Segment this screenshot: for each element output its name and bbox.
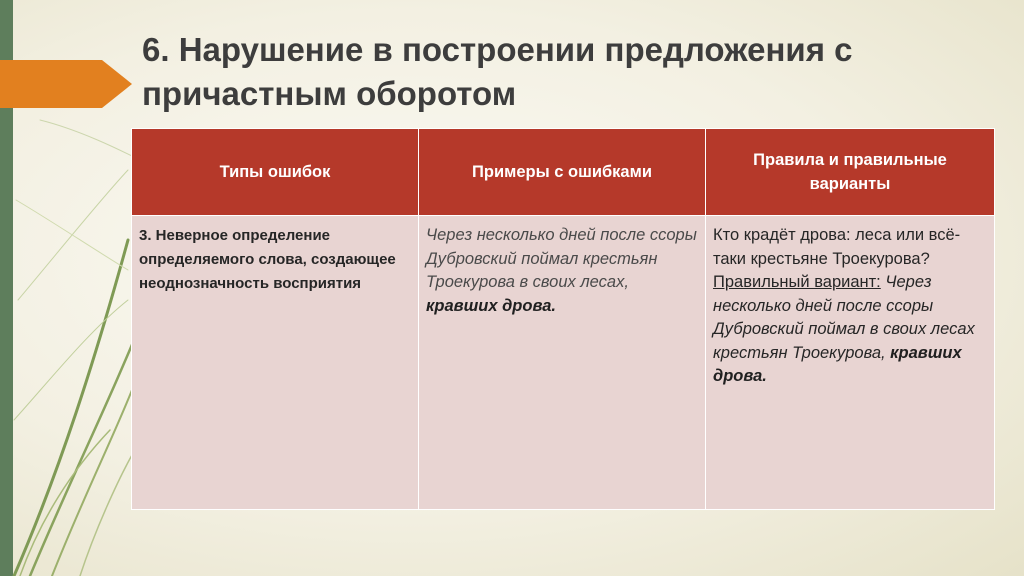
- example-bold-text: кравших дрова.: [426, 296, 556, 315]
- cell-error-type: [132, 216, 419, 510]
- cell-example: [419, 216, 706, 510]
- error-table: [131, 128, 995, 510]
- rule-question-text: Кто крадёт дрова: леса или всё-таки крестьяне Троекурова?: [713, 226, 961, 268]
- example-text: Через несколько дней после ссоры Дубровский поймал крестьян Троекурова в своих лесах,: [426, 226, 697, 291]
- header-examples: Примеры с ошибками: [419, 129, 706, 216]
- cell-rule: [706, 216, 995, 510]
- rule-label-text: Правильный вариант:: [713, 273, 881, 291]
- header-rules: Правила и правильные варианты: [706, 129, 995, 216]
- rule-bold-text: кравших дрова.: [713, 343, 962, 385]
- table-row: [132, 216, 995, 510]
- error-type-text: 3. Неверное определение определяемого слова, создающее неоднозначность восприятия: [139, 227, 396, 292]
- header-error-types: Типы ошибок: [132, 129, 419, 216]
- rule-correct-text: Через несколько дней после ссоры Дубровский поймал в своих лесах крестьян Троекурова,: [713, 273, 975, 362]
- slide-title: 6. Нарушение в построении предложения с причастным оборотом: [142, 31, 853, 112]
- table-header-row: [132, 129, 995, 216]
